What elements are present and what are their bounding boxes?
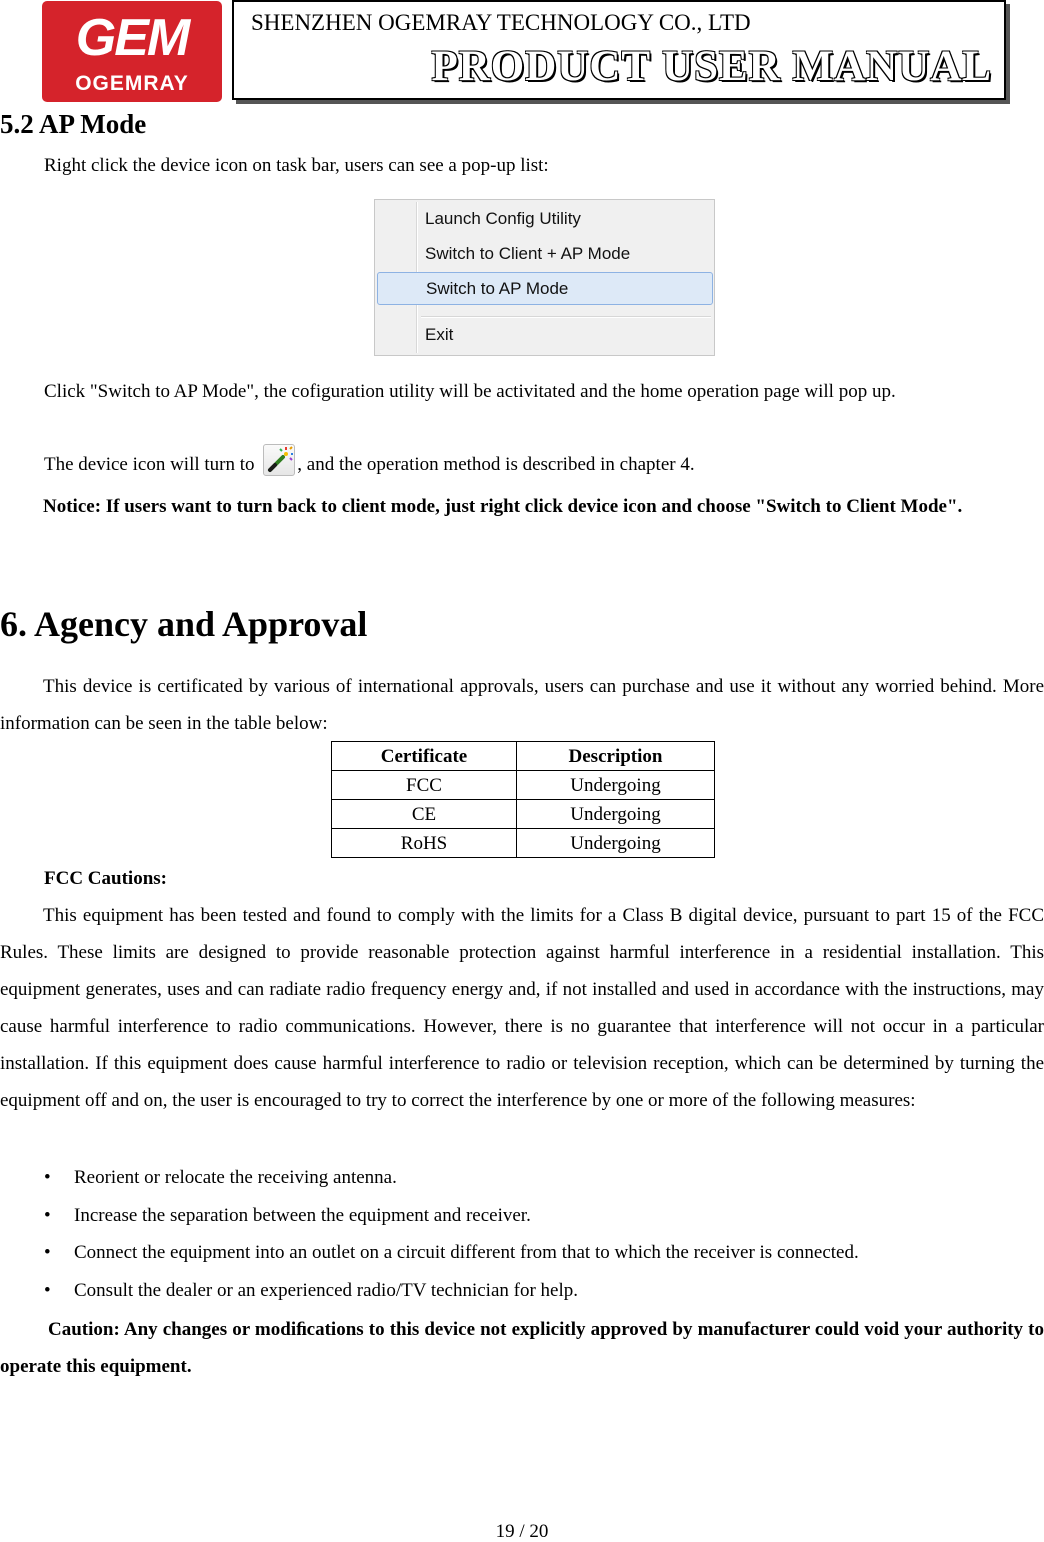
ogemray-logo — [42, 1, 222, 102]
table-cell-certificate: CE — [332, 800, 517, 829]
table-cell-certificate: RoHS — [332, 829, 517, 858]
ap-mode-intro: Right click the device icon on task bar, users can see a pop-up list: — [44, 155, 549, 176]
agency-intro — [0, 668, 1044, 742]
menu-item-exit[interactable]: Exit — [425, 325, 454, 344]
logo-mark: GEM — [75, 9, 189, 67]
page-number: 19 / 20 — [495, 1521, 549, 1542]
caution-text: Caution: Any changes or modiﬁcations to this device not explicitly approved by manufacturer could void your authority to operate this equipment. — [0, 1319, 1044, 1377]
logo-wordmark: OGEMRAY — [75, 72, 189, 95]
fcc-body-paragraph — [0, 897, 1044, 1119]
list-item: Increase the separation between the equipment and receiver. — [74, 1205, 531, 1226]
table-row — [332, 829, 715, 858]
menu-item-switch-ap-mode[interactable]: Switch to AP Mode — [377, 272, 713, 305]
section-heading-agency: 6. Agency and Approval — [0, 604, 368, 644]
menu-item-launch-config-utility[interactable]: Launch Config Utility — [425, 209, 581, 228]
menu-item-switch-client-ap-mode[interactable]: Switch to Client + AP Mode — [425, 244, 631, 263]
table-row — [332, 800, 715, 829]
wireless-wand-icon — [263, 444, 295, 476]
bullet-marker: • — [44, 1280, 51, 1301]
bullet-marker: • — [44, 1167, 51, 1188]
context-menu — [374, 199, 715, 356]
caution-paragraph — [0, 1311, 1044, 1385]
notice-text: Notice: If users want to turn back to client mode, just right click device icon and choose "Switch to Client Mode". — [43, 496, 963, 517]
company-name: SHENZHEN OGEMRAY TECHNOLOGY CO., LTD — [251, 10, 751, 35]
click-instruction: Click "Switch to AP Mode", the cofiguration utility will be activitated and the home operation page will pop up. — [44, 381, 896, 402]
header-title-box — [232, 0, 1006, 100]
table-cell-description: Undergoing — [517, 829, 715, 858]
table-header-description: Description — [517, 742, 715, 771]
table-header-certificate: Certificate — [332, 742, 517, 771]
notice-paragraph — [0, 488, 1044, 525]
bullet-marker: • — [44, 1242, 51, 1263]
menu-separator-highlight — [421, 317, 711, 318]
list-item: Consult the dealer or an experienced radio/TV technician for help. — [74, 1280, 579, 1301]
bullet-marker: • — [44, 1205, 51, 1226]
icon-change-text — [44, 444, 695, 477]
icon-text-after: , and the operation method is described in chapter 4. — [297, 454, 695, 475]
table-cell-description: Undergoing — [517, 771, 715, 800]
table-row — [332, 771, 715, 800]
section-heading-ap-mode: 5.2 AP Mode — [0, 109, 147, 139]
table-cell-description: Undergoing — [517, 800, 715, 829]
list-item: Connect the equipment into an outlet on a circuit different from that to which the receiver is connected. — [74, 1242, 859, 1263]
list-item: Reorient or relocate the receiving antenna. — [74, 1167, 397, 1188]
agency-intro-text: This device is certificated by various of international approvals, users can purchase and use it without any worried behind. More information can be seen in the table below: — [0, 676, 1044, 734]
icon-text-before: The device icon will turn to — [44, 454, 255, 475]
manual-title: PRODUCT USER MANUAL — [431, 43, 992, 90]
fcc-body-text: This equipment has been tested and found to comply with the limits for a Class B digital device, pursuant to part 15 of the FCC Rules. These limits are designed to provide reasonable protection against harmful interference in a residential installation. This equipment generates, uses and can radiate radio frequency energy and, if not installed and used in accordance with the instructions, may cause harmful interference to radio communications. However, there is no guarantee that interference will not occur in a particular installation. If this equipment does cause harmful interference to radio or television reception, which can be determined by turning the equipment off and on, the user is encouraged to try to correct the interference by one or more of the following measures: — [0, 905, 1044, 1111]
table-cell-certificate: FCC — [332, 771, 517, 800]
table-header-row — [332, 742, 715, 771]
certificate-table — [331, 741, 715, 858]
fcc-cautions-heading: FCC Cautions: — [44, 868, 167, 889]
